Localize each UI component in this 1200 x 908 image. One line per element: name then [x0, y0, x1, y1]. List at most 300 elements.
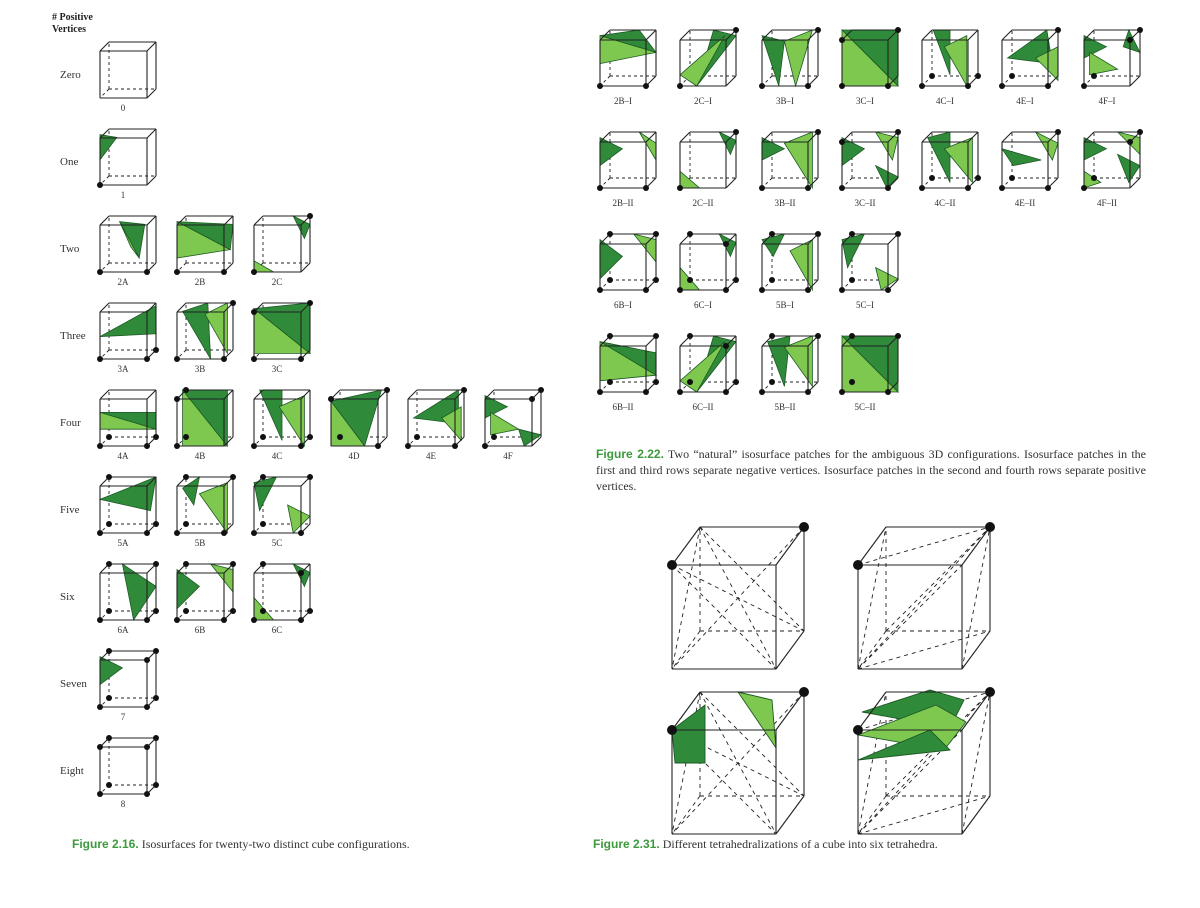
- positive-vertex-dot: [452, 443, 458, 449]
- figure-2-31-label: Figure 2.31.: [593, 837, 660, 851]
- positive-vertex-dot: [97, 269, 103, 275]
- cube-label: 2C–II: [692, 198, 714, 208]
- positive-vertex-dot: [733, 129, 739, 135]
- cube-label: 4C: [271, 451, 283, 461]
- positive-vertex-dot: [597, 83, 603, 89]
- positive-vertex-dot: [597, 287, 603, 293]
- cube-edge: [776, 527, 804, 565]
- positive-vertex-dot: [687, 277, 693, 283]
- cube-edge: [1130, 178, 1140, 188]
- diagonal-edge: [858, 527, 990, 565]
- isosurface-patch: [288, 505, 310, 533]
- positive-vertex-dot: [815, 231, 821, 237]
- cube-4C: [251, 390, 313, 461]
- positive-vertex-dot: [1045, 83, 1051, 89]
- cube-edge: [646, 30, 656, 40]
- positive-vertex-dot: [929, 175, 935, 181]
- cube-edge: [962, 692, 990, 730]
- positive-vertex-dot: [183, 608, 189, 614]
- row-label: Five: [60, 504, 80, 516]
- cube-label: 2B–II: [612, 198, 634, 208]
- positive-vertex-dot: [919, 83, 925, 89]
- diagonal-edge: [672, 527, 804, 669]
- positive-vertex-dot: [839, 139, 845, 145]
- positive-vertex-dot: [337, 434, 343, 440]
- positive-vertex-dot: [1055, 129, 1061, 135]
- positive-vertex-dot: [97, 356, 103, 362]
- cube-6C–II: [677, 333, 739, 412]
- cube-label: 6A: [117, 625, 129, 635]
- cube-label: 6B: [194, 625, 206, 635]
- cube-label: 6C–II: [692, 402, 714, 412]
- positive-vertex-dot: [298, 617, 304, 623]
- cube-4F: [482, 387, 544, 461]
- cube-4F–I: [1081, 27, 1143, 106]
- positive-vertex-dot: [805, 287, 811, 293]
- positive-vertex-dot: [1137, 129, 1143, 135]
- positive-vertex-dot: [153, 521, 159, 527]
- isosurface-patch: [1036, 132, 1058, 160]
- cube-label: 2A: [117, 277, 129, 287]
- cube-label: 1: [120, 190, 126, 200]
- cube-6B–II: [597, 333, 659, 412]
- cube-5B: [174, 474, 236, 548]
- positive-vertex-dot: [106, 474, 112, 480]
- positive-vertex-dot: [153, 648, 159, 654]
- cube-0: [100, 42, 156, 113]
- positive-vertex-dot: [929, 73, 935, 79]
- hidden-edge: [672, 796, 700, 834]
- positive-vertex-dot: [985, 522, 995, 532]
- positive-vertex-dot: [307, 213, 313, 219]
- isosurface-patch: [928, 132, 950, 182]
- positive-vertex-dot: [607, 379, 613, 385]
- positive-vertex-dot: [607, 277, 613, 283]
- positive-vertex-dot: [221, 530, 227, 536]
- cube-label: 5C–I: [856, 300, 874, 310]
- positive-vertex-dot: [733, 277, 739, 283]
- cube-7: [97, 648, 159, 722]
- diagonal-edge: [886, 527, 990, 631]
- positive-vertex-dot: [221, 269, 227, 275]
- positive-vertex-dot: [849, 231, 855, 237]
- cube-2C–I: [677, 27, 739, 106]
- row-label: Two: [60, 243, 80, 255]
- positive-vertex-dot: [759, 287, 765, 293]
- positive-vertex-dot: [769, 231, 775, 237]
- cube-label: 4F: [503, 451, 513, 461]
- isosurface-patch: [1090, 52, 1118, 74]
- cube-label: 4E–II: [1014, 198, 1036, 208]
- cube-label: 2B–I: [614, 96, 632, 106]
- isosurface-patch: [790, 240, 812, 290]
- positive-vertex-dot: [985, 687, 995, 697]
- positive-vertex-dot: [251, 269, 257, 275]
- isosurface-patch: [177, 570, 199, 609]
- cube-edge: [147, 216, 156, 225]
- diagonal-edge: [700, 527, 804, 631]
- positive-vertex-dot: [298, 570, 304, 576]
- isosurface-patch: [100, 657, 122, 685]
- diagonal-edge: [672, 565, 776, 669]
- cube-label: 6C–I: [694, 300, 712, 310]
- positive-vertex-dot: [491, 434, 497, 440]
- positive-vertex-dot: [1009, 175, 1015, 181]
- isosurface-patch: [634, 234, 656, 262]
- positive-vertex-dot: [144, 269, 150, 275]
- cube-edge: [301, 390, 310, 399]
- positive-vertex-dot: [643, 287, 649, 293]
- cube-2B–II: [597, 132, 656, 208]
- positive-vertex-dot: [298, 530, 304, 536]
- positive-vertex-dot: [375, 443, 381, 449]
- cube-label: 5B: [194, 538, 206, 548]
- positive-vertex-dot: [965, 83, 971, 89]
- diagonal-edge: [672, 527, 700, 669]
- cube-edge: [100, 42, 109, 51]
- header-text: Vertices: [52, 24, 87, 35]
- cube-4F–II: [1081, 129, 1143, 208]
- positive-vertex-dot: [1137, 27, 1143, 33]
- positive-vertex-dot: [677, 287, 683, 293]
- positive-vertex-dot: [733, 379, 739, 385]
- cube-2A: [97, 216, 156, 287]
- figure-2-16-caption-text: Isosurfaces for twenty-two distinct cube configurations.: [138, 837, 410, 851]
- cube-label: 4C–II: [934, 198, 956, 208]
- cube-8: [97, 735, 159, 809]
- positive-vertex-dot: [298, 356, 304, 362]
- cube-edge: [968, 132, 978, 142]
- positive-vertex-dot: [839, 389, 845, 395]
- cube-label: 0: [120, 103, 126, 113]
- figure-2-31-caption-text: Different tetrahedralizations of a cube into six tetrahedra.: [659, 837, 938, 851]
- positive-vertex-dot: [260, 474, 266, 480]
- positive-vertex-dot: [251, 443, 257, 449]
- positive-vertex-dot: [895, 333, 901, 339]
- cube-label: 4A: [117, 451, 129, 461]
- cube-6B: [174, 561, 236, 635]
- isosurface-patch: [762, 36, 784, 86]
- cube-edge: [408, 390, 417, 399]
- isosurface-patch: [100, 477, 156, 511]
- positive-vertex-dot: [1045, 185, 1051, 191]
- positive-vertex-dot: [230, 608, 236, 614]
- positive-vertex-dot: [643, 185, 649, 191]
- positive-vertex-dot: [677, 83, 683, 89]
- positive-vertex-dot: [1081, 83, 1087, 89]
- positive-vertex-dot: [1055, 27, 1061, 33]
- cube-4E: [405, 387, 467, 461]
- isosurface-patch: [876, 132, 898, 160]
- positive-vertex-dot: [106, 735, 112, 741]
- positive-vertex-dot: [667, 725, 677, 735]
- cube-edge: [147, 42, 156, 51]
- tetrahedralization-cube: [667, 687, 809, 834]
- positive-vertex-dot: [144, 443, 150, 449]
- row-label: Eight: [60, 765, 84, 777]
- positive-vertex-dot: [97, 443, 103, 449]
- positive-vertex-dot: [975, 175, 981, 181]
- positive-vertex-dot: [919, 185, 925, 191]
- positive-vertex-dot: [174, 396, 180, 402]
- positive-vertex-dot: [885, 83, 891, 89]
- cube-3A: [97, 303, 159, 374]
- isosurface-patch: [519, 429, 541, 446]
- positive-vertex-dot: [1127, 37, 1133, 43]
- isosurface-patch: [876, 268, 898, 290]
- cube-5B–I: [759, 231, 821, 310]
- cube-label: 2B: [194, 277, 206, 287]
- row-label: Six: [60, 591, 75, 603]
- positive-vertex-dot: [895, 27, 901, 33]
- positive-vertex-dot: [815, 129, 821, 135]
- cube-2C: [251, 213, 313, 287]
- cube-edge: [680, 132, 690, 142]
- positive-vertex-dot: [687, 333, 693, 339]
- isosurface-patch: [260, 390, 282, 440]
- cube-6C–I: [677, 231, 739, 310]
- figure-2-16: [52, 12, 544, 809]
- isosurface-patch: [876, 166, 898, 188]
- isosurface-patch: [738, 692, 776, 748]
- positive-vertex-dot: [221, 617, 227, 623]
- positive-vertex-dot: [97, 744, 103, 750]
- positive-vertex-dot: [607, 231, 613, 237]
- positive-vertex-dot: [1081, 185, 1087, 191]
- cube-edge: [100, 216, 109, 225]
- positive-vertex-dot: [251, 356, 257, 362]
- positive-vertex-dot: [260, 561, 266, 567]
- positive-vertex-dot: [174, 443, 180, 449]
- cube-edge: [147, 176, 156, 185]
- isosurface-patch: [762, 234, 784, 256]
- positive-vertex-dot: [538, 387, 544, 393]
- positive-vertex-dot: [106, 608, 112, 614]
- positive-vertex-dot: [144, 744, 150, 750]
- positive-vertex-dot: [97, 530, 103, 536]
- positive-vertex-dot: [405, 443, 411, 449]
- positive-vertex-dot: [97, 182, 103, 188]
- cube-label: 6B–II: [612, 402, 634, 412]
- positive-vertex-dot: [849, 333, 855, 339]
- cube-edge: [776, 796, 804, 834]
- positive-vertex-dot: [885, 389, 891, 395]
- cube-4D: [328, 387, 390, 461]
- isosurface-patch: [719, 132, 736, 154]
- isosurface-patch: [254, 261, 274, 272]
- cube-label: 3C–II: [854, 198, 876, 208]
- positive-vertex-dot: [482, 443, 488, 449]
- positive-vertex-dot: [260, 521, 266, 527]
- cube-6B–I: [597, 231, 659, 310]
- isosurface-patch: [600, 240, 622, 279]
- diagonal-edge: [962, 692, 990, 834]
- positive-vertex-dot: [723, 389, 729, 395]
- isosurface-patch: [672, 705, 705, 763]
- positive-vertex-dot: [799, 522, 809, 532]
- positive-vertex-dot: [97, 617, 103, 623]
- positive-vertex-dot: [529, 396, 535, 402]
- cube-edge: [962, 527, 990, 565]
- positive-vertex-dot: [805, 389, 811, 395]
- cube-4B: [174, 387, 233, 461]
- cube-edge: [100, 303, 109, 312]
- positive-vertex-dot: [759, 83, 765, 89]
- isosurface-patch: [293, 216, 310, 238]
- positive-vertex-dot: [251, 530, 257, 536]
- positive-vertex-dot: [153, 782, 159, 788]
- positive-vertex-dot: [769, 333, 775, 339]
- figure-2-22: [597, 27, 1143, 412]
- positive-vertex-dot: [849, 277, 855, 283]
- hidden-edge: [100, 89, 109, 98]
- positive-vertex-dot: [251, 309, 257, 315]
- positive-vertex-dot: [687, 379, 693, 385]
- cube-3B–II: [759, 129, 821, 208]
- row-label: Three: [60, 330, 86, 342]
- positive-vertex-dot: [230, 561, 236, 567]
- positive-vertex-dot: [106, 521, 112, 527]
- positive-vertex-dot: [759, 389, 765, 395]
- positive-vertex-dot: [183, 434, 189, 440]
- cube-label: 3A: [117, 364, 129, 374]
- positive-vertex-dot: [723, 241, 729, 247]
- cube-edge: [726, 178, 736, 188]
- hidden-edge: [672, 631, 700, 669]
- cube-edge: [301, 263, 310, 272]
- diagonal-edge: [858, 527, 886, 669]
- cube-2B: [174, 216, 233, 287]
- cube-edge: [1002, 132, 1012, 142]
- positive-vertex-dot: [975, 73, 981, 79]
- cube-5A: [97, 474, 159, 548]
- cube-6C: [251, 561, 313, 635]
- cube-label: 5C–II: [854, 402, 876, 412]
- positive-vertex-dot: [183, 521, 189, 527]
- positive-vertex-dot: [251, 617, 257, 623]
- isosurface-patch: [183, 303, 211, 359]
- cube-5C–II: [839, 333, 901, 412]
- row-label: One: [60, 156, 79, 168]
- cube-label: 4B: [194, 451, 206, 461]
- positive-vertex-dot: [307, 434, 313, 440]
- positive-vertex-dot: [1091, 175, 1097, 181]
- diagonal-edge: [858, 565, 962, 669]
- positive-vertex-dot: [653, 379, 659, 385]
- cube-3B–I: [759, 27, 821, 106]
- positive-vertex-dot: [153, 695, 159, 701]
- cube-label: 6B–I: [614, 300, 632, 310]
- positive-vertex-dot: [839, 37, 845, 43]
- positive-vertex-dot: [328, 396, 334, 402]
- cube-4E–II: [999, 129, 1061, 208]
- positive-vertex-dot: [1009, 73, 1015, 79]
- cube-edge: [776, 631, 804, 669]
- cube-label: 4F–II: [1097, 198, 1117, 208]
- positive-vertex-dot: [653, 333, 659, 339]
- figure-2-22-caption-text: Two “natural” isosurface patches for the ambiguous 3D configurations. Isosurface patches in the first and third rows separate negative vertices. Isosurface patches in the second and fourth rows separate positive vertices.: [596, 447, 1146, 493]
- isosurface-patch: [120, 222, 145, 258]
- positive-vertex-dot: [805, 185, 811, 191]
- cube-edge: [147, 390, 156, 399]
- positive-vertex-dot: [106, 561, 112, 567]
- cube-edge: [100, 390, 109, 399]
- cube-edge: [1130, 76, 1140, 86]
- positive-vertex-dot: [759, 185, 765, 191]
- positive-vertex-dot: [183, 387, 189, 393]
- figure-2-22-label: Figure 2.22.: [596, 447, 664, 461]
- isosurface-patch: [1002, 149, 1041, 166]
- positive-vertex-dot: [183, 561, 189, 567]
- positive-vertex-dot: [307, 300, 313, 306]
- cube-label: 3B–II: [774, 198, 796, 208]
- cube-5C–I: [839, 231, 901, 310]
- isosurface-patch: [199, 483, 227, 533]
- cube-edge: [224, 216, 233, 225]
- positive-vertex-dot: [839, 287, 845, 293]
- cube-label: 5A: [117, 538, 129, 548]
- cube-label: 4D: [348, 451, 360, 461]
- row-label: Zero: [60, 69, 81, 81]
- positive-vertex-dot: [144, 356, 150, 362]
- cube-label: 2C–I: [694, 96, 712, 106]
- positive-vertex-dot: [999, 83, 1005, 89]
- positive-vertex-dot: [677, 185, 683, 191]
- cube-edge: [254, 216, 263, 225]
- positive-vertex-dot: [153, 434, 159, 440]
- positive-vertex-dot: [853, 725, 863, 735]
- isosurface-patch: [211, 564, 233, 592]
- positive-vertex-dot: [885, 185, 891, 191]
- positive-vertex-dot: [667, 560, 677, 570]
- positive-vertex-dot: [153, 561, 159, 567]
- positive-vertex-dot: [885, 287, 891, 293]
- cube-6A: [97, 561, 159, 635]
- positive-vertex-dot: [839, 83, 845, 89]
- positive-vertex-dot: [414, 434, 420, 440]
- positive-vertex-dot: [144, 704, 150, 710]
- positive-vertex-dot: [230, 474, 236, 480]
- positive-vertex-dot: [144, 530, 150, 536]
- positive-vertex-dot: [799, 687, 809, 697]
- cube-label: 2C: [271, 277, 283, 287]
- isosurface-patch: [842, 234, 864, 268]
- tetrahedralization-cube: [853, 687, 995, 834]
- cube-4C–II: [919, 132, 981, 208]
- isosurface-patch: [1084, 36, 1106, 58]
- positive-vertex-dot: [805, 83, 811, 89]
- cube-label: 4E: [426, 451, 436, 461]
- isosurface-patch: [1084, 138, 1106, 160]
- positive-vertex-dot: [607, 333, 613, 339]
- cube-edge: [968, 30, 978, 40]
- positive-vertex-dot: [653, 231, 659, 237]
- positive-vertex-dot: [769, 277, 775, 283]
- positive-vertex-dot: [183, 474, 189, 480]
- cube-label: 3C: [271, 364, 283, 374]
- positive-vertex-dot: [999, 185, 1005, 191]
- positive-vertex-dot: [965, 185, 971, 191]
- cube-4E–I: [999, 27, 1061, 106]
- cube-edge: [1002, 30, 1012, 40]
- diagonal-edge: [858, 527, 990, 669]
- positive-vertex-dot: [849, 379, 855, 385]
- positive-vertex-dot: [815, 27, 821, 33]
- cube-label: 4F–I: [1098, 96, 1116, 106]
- cube-3C–I: [839, 27, 901, 106]
- positive-vertex-dot: [230, 300, 236, 306]
- cube-edge: [680, 30, 690, 40]
